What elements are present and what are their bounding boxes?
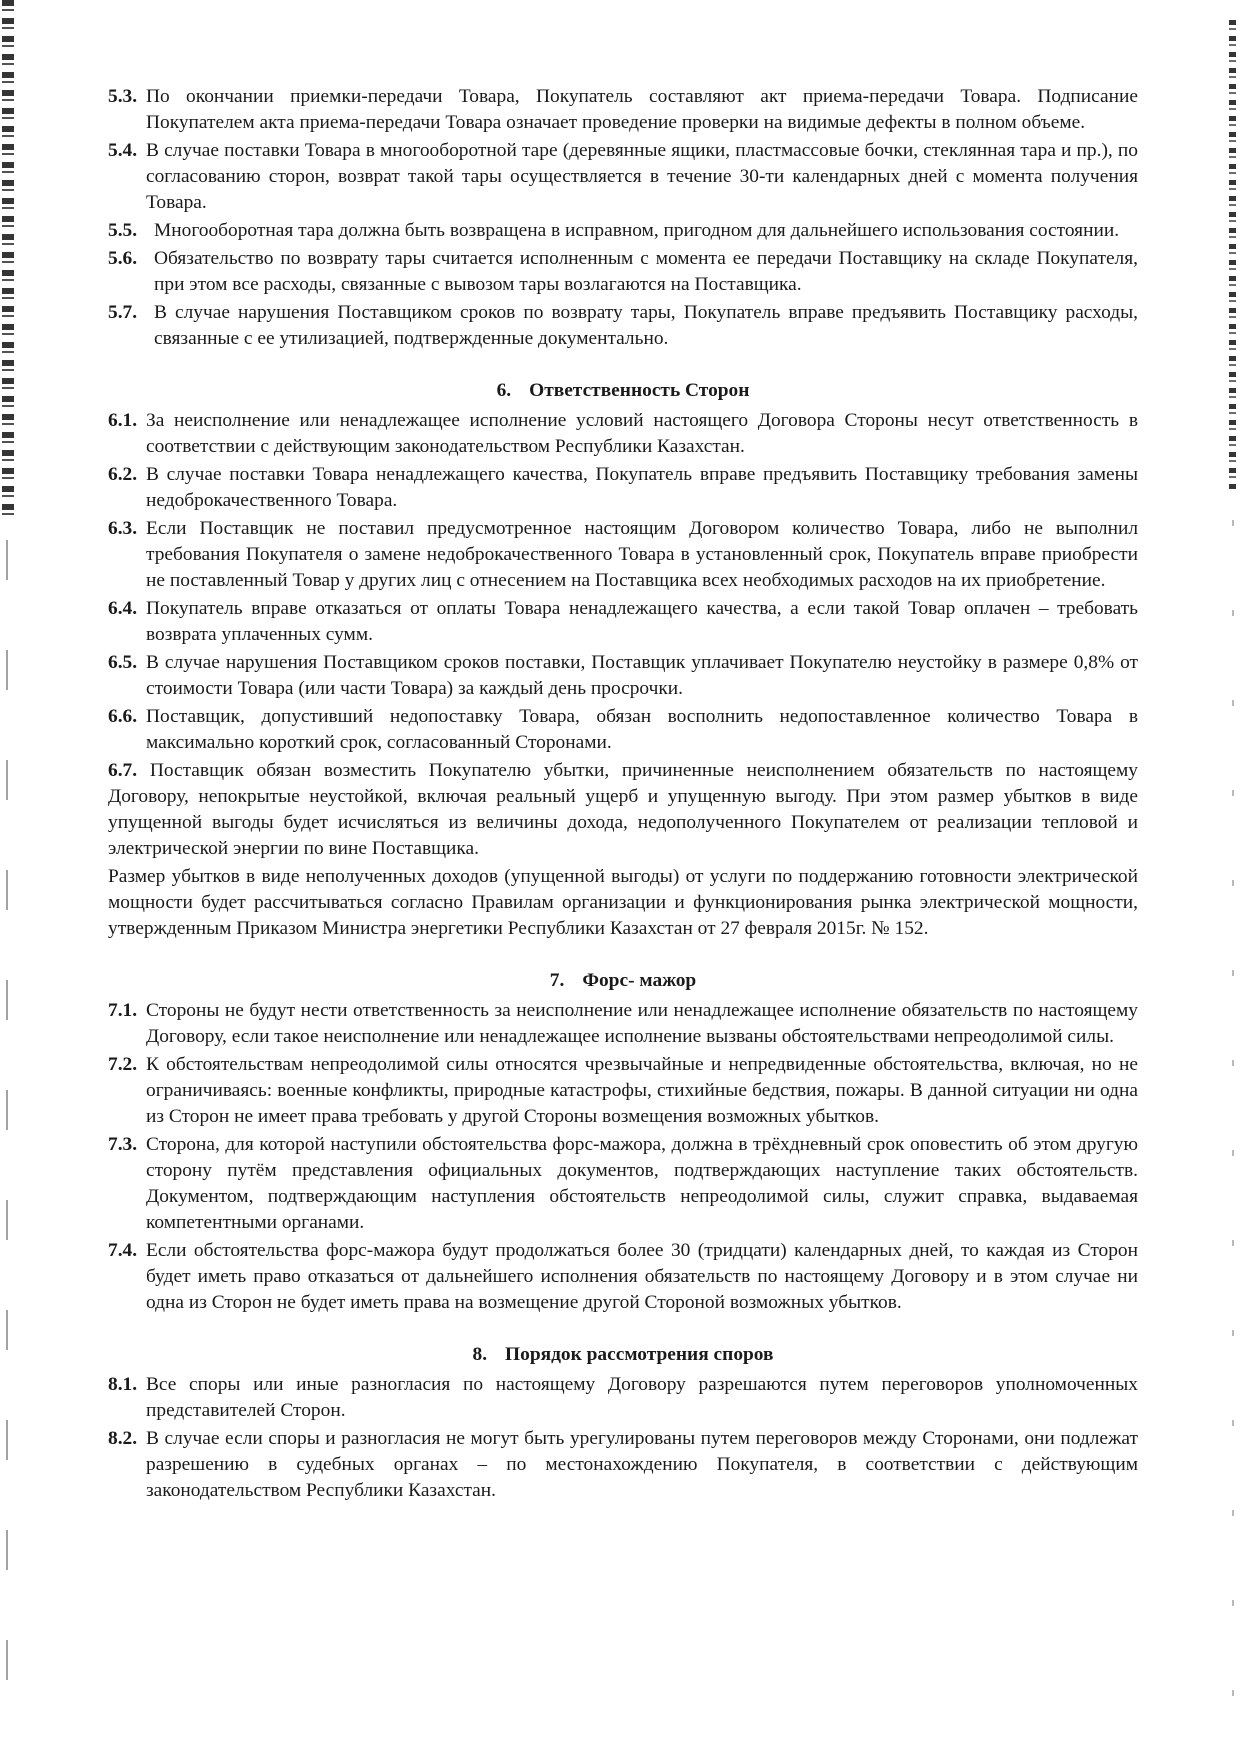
clause-6-3 <box>108 516 1138 594</box>
section-6-heading <box>108 378 1138 404</box>
clause-text: Покупатель вправе отказаться от оплаты Товара ненадлежащего качества, а если такой Товар оплачен – требовать возврата уплаченных сумм. <box>146 598 1138 645</box>
clause-number: 5.6. <box>108 248 138 269</box>
clause-7-4 <box>108 1238 1138 1316</box>
scan-edge-right <box>1229 20 1236 490</box>
section-title: Форс- мажор <box>582 970 697 991</box>
clause-text: По окончании приемки-передачи Товара, Покупатель составляют акт приема-передачи Товара. Подписание Покупателем акта приема-передачи Товара означает проведение проверки на видимые дефекты в полном объеме. <box>146 86 1138 133</box>
scan-edge-left <box>2 0 14 520</box>
clause-number: 8.2. <box>108 1428 138 1449</box>
clause-number: 7.4. <box>108 1240 138 1261</box>
clause-6-6 <box>108 704 1138 756</box>
clause-text: Стороны не будут нести ответственность за неисполнение или ненадлежащее исполнение обязательств по настоящему Договору, если такое неисполнение или ненадлежащее исполнение вызваны обстоятельствами непреодолимой силы. <box>146 1000 1138 1047</box>
section-number: 7. <box>549 970 565 991</box>
clause-text: К обстоятельствам непреодолимой силы относятся чрезвычайные и непредвиденные обстоятельства, включая, но не ограничиваясь: военные конфликты, природные катастрофы, стихийные бедствия, пожары. В данной ситуации ни одна из Сторон не имеет права требовать у другой Стороны возмещения возможных убытков. <box>146 1054 1138 1127</box>
clause-6-2 <box>108 462 1138 514</box>
clause-7-1 <box>108 998 1138 1050</box>
section-8-heading <box>108 1342 1138 1368</box>
clause-number: 6.2. <box>108 464 138 485</box>
clause-5-6 <box>108 246 1138 298</box>
document-page <box>108 84 1138 1506</box>
clause-7-3 <box>108 1132 1138 1236</box>
clause-number: 5.4. <box>108 140 138 161</box>
clause-text: Обязательство по возврату тары считается исполненным с момента ее передачи Поставщику на складе Покупателя, при этом все расходы, связанные с вывозом тары возлагаются на Поставщика. <box>154 248 1138 295</box>
clause-5-7 <box>108 300 1138 352</box>
clause-5-3 <box>108 84 1138 136</box>
clause-text: Если Поставщик не поставил предусмотренное настоящим Договором количество Товара, либо не выполнил требования Покупателя о замене недоброкачественного Товара в установленный срок, Покупатель вправе приобрести не поставленный Товар у других лиц с отнесением на Поставщика всех необходимых расходов на их приобретение. <box>146 518 1138 591</box>
clause-number: 6.1. <box>108 410 138 431</box>
clause-text: В случае поставки Товара в многооборотной таре (деревянные ящики, пластмассовые бочки, стеклянная тара и пр.), по согласованию сторон, возврат такой тары осуществляется в течение 30-ти календарных дней с момента получения Товара. <box>146 140 1138 213</box>
section-number: 8. <box>472 1344 488 1365</box>
section-number: 6. <box>496 380 512 401</box>
section-title: Порядок рассмотрения споров <box>505 1344 774 1365</box>
clause-5-5 <box>108 218 1138 244</box>
section-title: Ответственность Сторон <box>529 380 750 401</box>
clause-number: 5.5. <box>108 220 138 241</box>
clause-text: В случае нарушения Поставщиком сроков по возврату тары, Покупатель вправе предъявить Поставщику расходы, связанные с ее утилизацией, подтвержденные документально. <box>154 302 1138 349</box>
clause-text: Сторона, для которой наступили обстоятельства форс-мажора, должна в трёхдневный срок оповестить об этом другую сторону путём представления официальных документов, подтверждающих наступление таких обстоятельств. Документом, подтверждающим наступления обстоятельств непреодолимой силы, служит справка, выдаваемая компетентными органами. <box>146 1134 1138 1233</box>
clause-number: 6.4. <box>108 598 138 619</box>
clause-text: Поставщик обязан возместить Покупателю убытки, причиненные неисполнением обязательств по настоящему Договору, непокрытые неустойкой, включая реальный ущерб и упущенную выгоду. При этом размер убытков в виде упущенной выгоды будет исчисляться из величины дохода, недополученного Покупателем от реализации тепловой и электрической энергии по вине Поставщика. <box>108 760 1138 859</box>
clause-text: Все споры или иные разногласия по настоящему Договору разрешаются путем переговоров уполномоченных представителей Сторон. <box>146 1374 1138 1421</box>
clause-6-5 <box>108 650 1138 702</box>
clause-number: 6.6. <box>108 706 138 727</box>
scan-edge-left-marks <box>6 540 8 1720</box>
clause-number: 7.2. <box>108 1054 138 1075</box>
clause-5-4 <box>108 138 1138 216</box>
clause-text: В случае если споры и разногласия не могут быть урегулированы путем переговоров между Сторонами, они подлежат разрешению в судебных органах – по местонахождению Покупателя, в соответствии с действующим законодательством Республики Казахстан. <box>146 1428 1138 1501</box>
clause-number: 5.3. <box>108 86 138 107</box>
clause-text: Если обстоятельства форс-мажора будут продолжаться более 30 (тридцати) календарных дней, то каждая из Сторон будет иметь право отказаться от дальнейшего исполнения обязательств по настоящему Договору и в этом случае ни одна из Сторон не будет иметь права на возмещение другой Стороной возможных убытков. <box>146 1240 1138 1313</box>
clause-6-7 <box>108 758 1138 862</box>
clause-number: 8.1. <box>108 1374 138 1395</box>
paragraph-losses: Размер убытков в виде неполученных доходов (упущенной выгоды) от услуги по поддержанию готовности электрической мощности будет рассчитываться согласно Правилам организации и функционирования рынка электрической мощности, утвержденным Приказом Министра энергетики Республики Казахстан от 27 февраля 2015г. № 152. <box>108 866 1138 939</box>
section-7-heading <box>108 968 1138 994</box>
clause-number: 6.7. <box>108 760 138 781</box>
scan-edge-right-marks <box>1232 520 1234 1720</box>
clause-text: В случае нарушения Поставщиком сроков поставки, Поставщик уплачивает Покупателю неустойку в размере 0,8% от стоимости Товара (или части Товара) за каждый день просрочки. <box>146 652 1138 699</box>
clause-8-2 <box>108 1426 1138 1504</box>
clause-text: Поставщик, допустивший недопоставку Товара, обязан восполнить недопоставленное количество Товара в максимально короткий срок, согласованный Сторонами. <box>146 706 1138 753</box>
clause-text: За неисполнение или ненадлежащее исполнение условий настоящего Договора Стороны несут ответственность в соответствии с действующим законодательством Республики Казахстан. <box>146 410 1138 457</box>
clause-number: 5.7. <box>108 302 138 323</box>
clause-number: 6.3. <box>108 518 138 539</box>
clause-7-2 <box>108 1052 1138 1130</box>
clause-number: 7.3. <box>108 1134 138 1155</box>
clause-6-1 <box>108 408 1138 460</box>
clause-8-1 <box>108 1372 1138 1424</box>
clause-number: 6.5. <box>108 652 138 673</box>
clause-text: Многооборотная тара должна быть возвращена в исправном, пригодном для дальнейшего использования состоянии. <box>154 220 1120 241</box>
clause-6-4 <box>108 596 1138 648</box>
clause-number: 7.1. <box>108 1000 138 1021</box>
clause-text: В случае поставки Товара ненадлежащего качества, Покупатель вправе предъявить Поставщику требования замены недоброкачественного Товара. <box>146 464 1138 511</box>
